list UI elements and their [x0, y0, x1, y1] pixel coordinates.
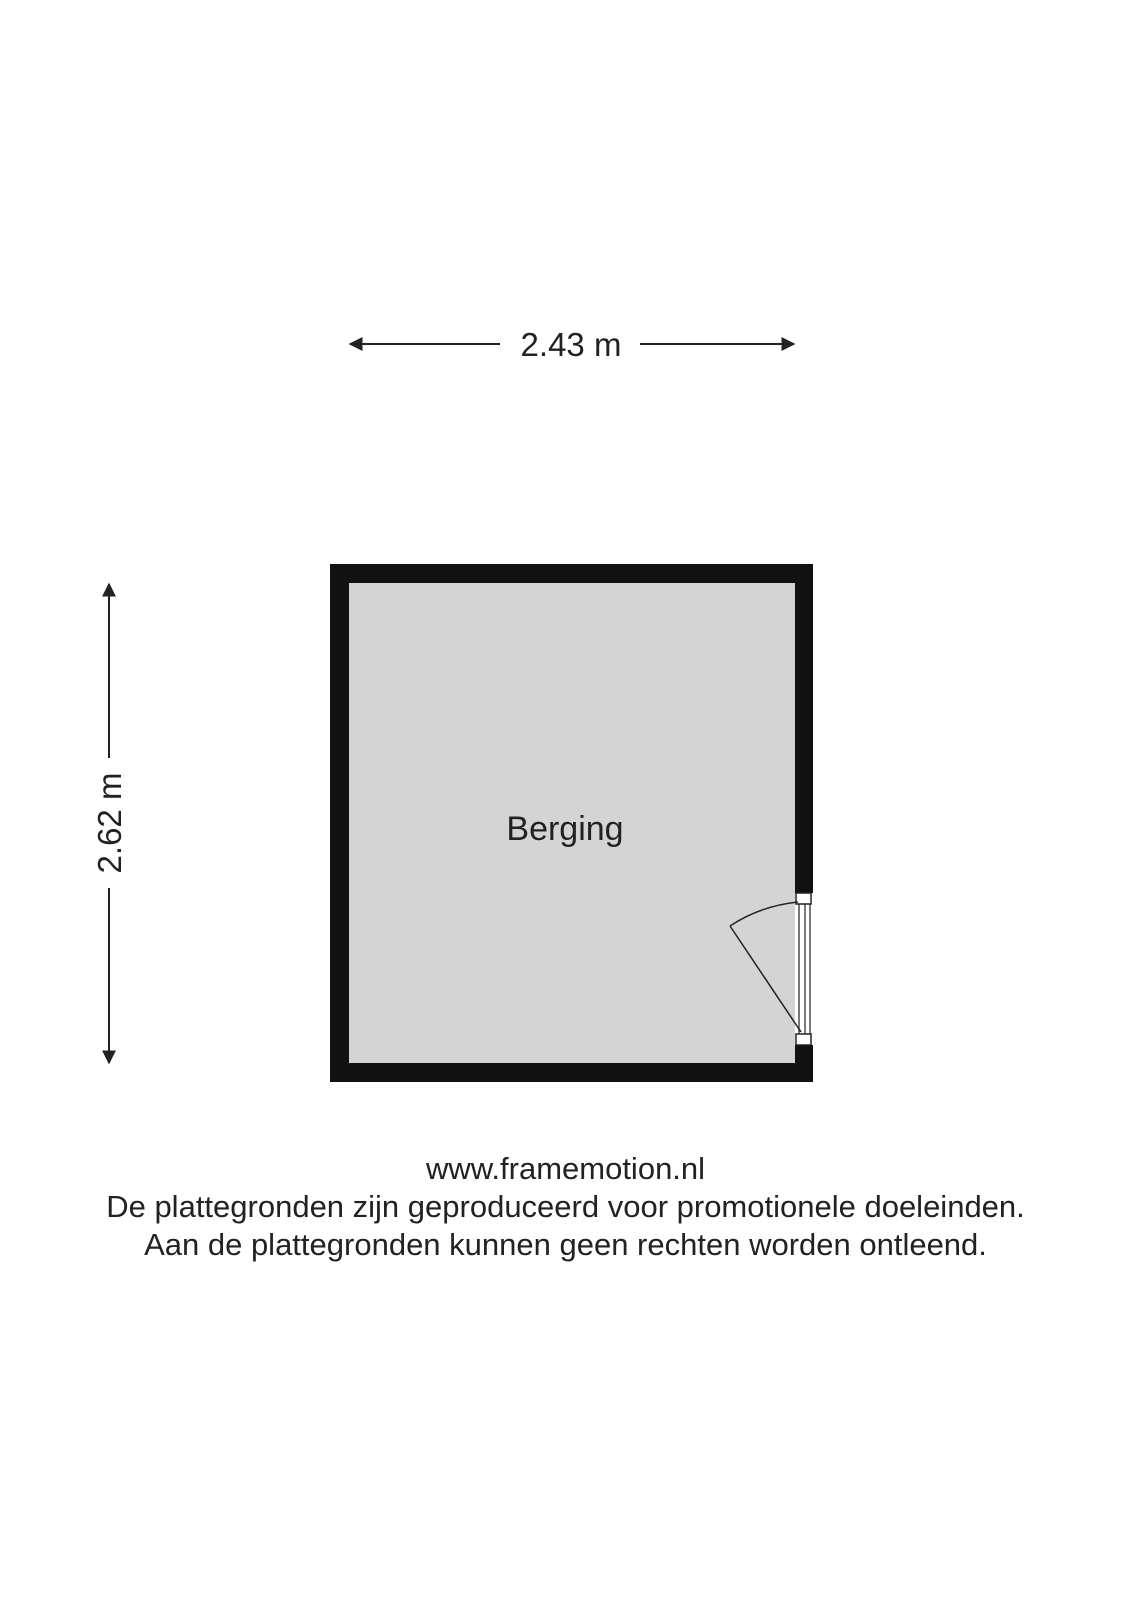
height-dimension-label: 2.62 m	[91, 772, 128, 874]
room-label: Berging	[506, 810, 624, 848]
height-dimension	[91, 584, 128, 1063]
footer	[0, 1150, 1131, 1264]
website-link[interactable]: www.framemotion.nl	[425, 1151, 706, 1186]
width-dimension-label: 2.43 m	[520, 326, 622, 363]
disclaimer-line-1: De plattegronden zijn geproduceerd voor promotionele doeleinden.	[106, 1189, 1025, 1224]
room-storage	[330, 564, 813, 1082]
width-dimension	[350, 326, 794, 363]
disclaimer-line-2: Aan de plattegronden kunnen geen rechten worden ontleend.	[144, 1227, 987, 1262]
door-jamb-bottom	[796, 1034, 811, 1045]
door-jamb-top	[796, 893, 811, 904]
